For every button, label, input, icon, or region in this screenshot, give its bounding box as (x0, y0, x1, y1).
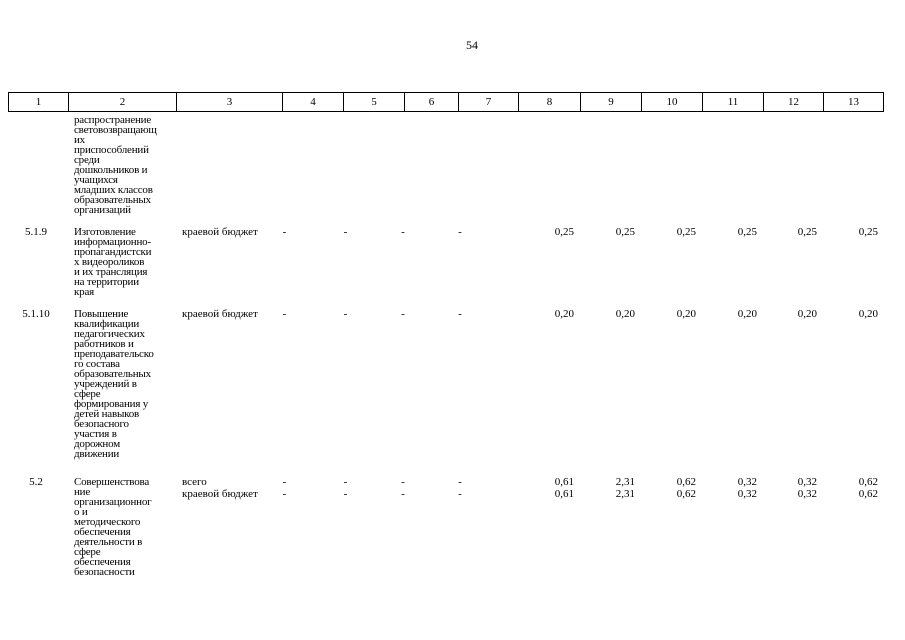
funding-source: краевой бюджет (182, 308, 258, 320)
value-cell-col7: - (458, 488, 462, 500)
value-cell-col13: 0,62 (858, 488, 878, 500)
header-cell-3 (176, 92, 282, 112)
value-cell-col8: 0,20 (554, 308, 574, 320)
value-cell-col12: 0,32 (797, 488, 817, 500)
value-cell-col5: - (343, 476, 348, 488)
value-cell-col10: 0,25 (676, 226, 696, 238)
header-label: 3 (226, 96, 233, 108)
value-cell-col5: - (343, 308, 348, 320)
value-cell-col12: 0,32 (797, 476, 817, 488)
header-label: 5 (371, 96, 377, 108)
value-cell-col8: 0,61 (554, 488, 574, 500)
value-cell-col12: 0,20 (797, 308, 817, 320)
value-cell-col9: 2,31 (615, 476, 635, 488)
value-cell-col4: - (282, 226, 287, 238)
header-label: 10 (666, 96, 678, 108)
value-cell-col11: 0,32 (737, 476, 757, 488)
row-description: распространение световозвращающ их приспособлений среди дошкольников и учащихся младших классов образовательных организаций (74, 114, 157, 216)
funding-source: всего (182, 476, 207, 488)
page-number: 54 (466, 38, 478, 52)
value-cell-col6: - (401, 308, 405, 320)
header-cell-7 (458, 92, 518, 112)
value-cell-col7: - (458, 226, 462, 238)
value-cell-col10: 0,62 (676, 488, 696, 500)
value-cell-col11: 0,32 (737, 488, 757, 500)
header-label: 4 (310, 96, 316, 108)
value-cell-col13: 0,25 (858, 226, 878, 238)
row-code: 5.2 (29, 476, 43, 488)
value-cell-col5: - (343, 226, 348, 238)
value-cell-col7: - (458, 308, 462, 320)
row-description: Совершенствова ние организационног о и методического обеспечения деятельности в сфере обеспечения безопасности (74, 476, 152, 578)
value-cell-col6: - (401, 488, 405, 500)
header-label: 2 (119, 96, 126, 108)
row-description: Изготовление информационно- пропагандистски х видеороликов и их трансляция на территории края (74, 226, 152, 298)
header-label: 13 (848, 96, 859, 108)
value-cell-col12: 0,25 (797, 226, 817, 238)
header-label: 12 (788, 96, 799, 108)
header-cell-9 (580, 92, 641, 112)
header-cell-4 (282, 92, 343, 112)
header-cell-2 (68, 92, 176, 112)
value-cell-col11: 0,20 (737, 308, 757, 320)
value-cell-col9: 2,31 (615, 488, 635, 500)
header-cell-5 (343, 92, 404, 112)
value-cell-col13: 0,20 (858, 308, 878, 320)
value-cell-col11: 0,25 (737, 226, 757, 238)
value-cell-col9: 0,25 (615, 226, 635, 238)
value-cell-col13: 0,62 (858, 476, 878, 488)
value-cell-col10: 0,62 (676, 476, 696, 488)
value-cell-col10: 0,20 (676, 308, 696, 320)
header-label: 11 (727, 96, 739, 108)
value-cell-col4: - (282, 308, 287, 320)
value-cell-col7: - (458, 476, 462, 488)
value-cell-col8: 0,25 (554, 226, 574, 238)
value-cell-col4: - (282, 476, 287, 488)
row-code: 5.1.10 (22, 308, 50, 320)
value-cell-col6: - (401, 226, 405, 238)
header-cell-13 (823, 92, 884, 112)
funding-source: краевой бюджет (182, 488, 258, 500)
value-cell-col4: - (282, 488, 287, 500)
header-cell-11 (702, 92, 763, 112)
row-code: 5.1.9 (25, 226, 47, 238)
row-description: Повышение квалификации педагогических работников и преподавательско го состава образовательных учреждений в сфере формирования у детей навыков безопасного участия в дорожном движении (74, 308, 154, 460)
value-cell-col6: - (401, 476, 405, 488)
value-cell-col9: 0,20 (615, 308, 635, 320)
value-cell-col8: 0,61 (554, 476, 574, 488)
header-label: 1 (35, 96, 42, 108)
header-label: 6 (428, 96, 435, 108)
header-label: 9 (608, 96, 614, 108)
header-cell-6 (404, 92, 458, 112)
header-label: 8 (546, 96, 553, 108)
value-cell-col5: - (343, 488, 348, 500)
header-cell-1 (8, 92, 68, 112)
funding-source: краевой бюджет (182, 226, 258, 238)
header-cell-10 (641, 92, 702, 112)
header-cell-12 (763, 92, 823, 112)
header-cell-8 (518, 92, 580, 112)
header-label: 7 (485, 96, 492, 108)
